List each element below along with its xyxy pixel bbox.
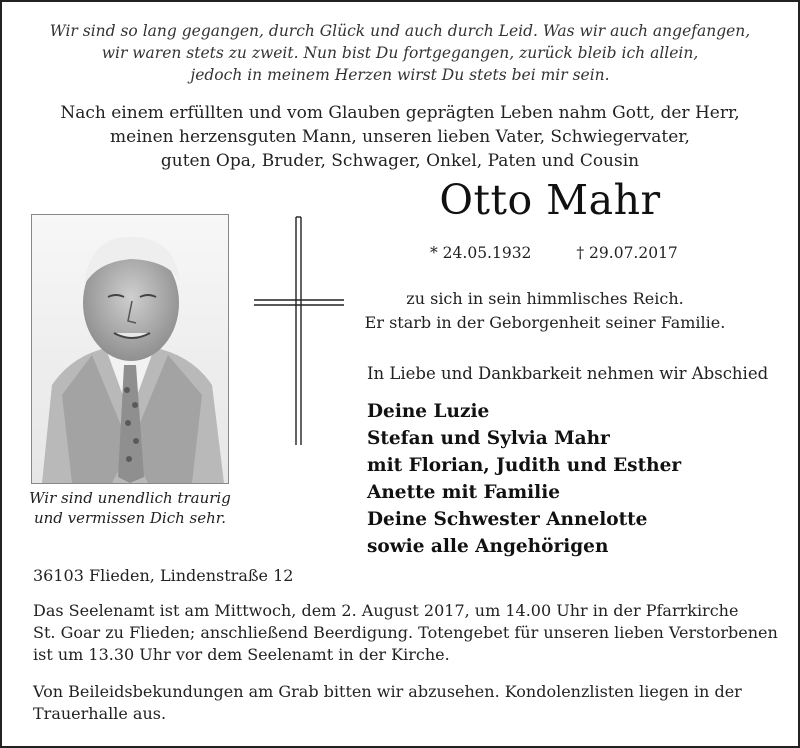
cross-icon	[252, 215, 346, 447]
poem-line: Wir sind so lang gegangen, durch Glück und auch durch Leid. Was wir auch angefangen,	[49, 22, 751, 40]
portrait-image	[32, 215, 228, 483]
mourner-entry: Stefan und Sylvia Mahr	[367, 428, 610, 449]
statement-line: Er starb in der Geborgenheit seiner Familie.	[364, 313, 726, 332]
life-dates	[430, 244, 678, 262]
farewell-line: In Liebe und Dankbarkeit nehmen wir Abschied	[367, 364, 769, 383]
mourner-entry: Deine Schwester Annelotte	[367, 509, 648, 530]
mourner-entry: mit Florian, Judith und Esther	[367, 455, 682, 476]
service-line: St. Goar zu Flieden; anschließend Beerdigung. Totengebet für unseren lieben Verstorbenen	[33, 623, 778, 642]
service-line: Das Seelenamt ist am Mittwoch, dem 2. August 2017, um 14.00 Uhr in der Pfarrkirche	[33, 601, 739, 620]
photo-caption	[18, 488, 242, 528]
death-date: † 29.07.2017	[576, 244, 678, 262]
intro-line: Nach einem erfüllten und vom Glauben geprägten Leben nahm Gott, der Herr,	[60, 103, 740, 123]
deceased-name: Otto Mahr	[439, 176, 661, 224]
service-line: ist um 13.30 Uhr vor dem Seelenamt in der Kirche.	[33, 645, 450, 664]
portrait-photo	[31, 214, 229, 484]
intro-line: meinen herzensguten Mann, unseren lieben Vater, Schwiegervater,	[110, 127, 690, 147]
intro-text	[40, 101, 760, 173]
statement-line: zu sich in sein himmlisches Reich.	[406, 289, 684, 308]
caption-line: und vermissen Dich sehr.	[33, 509, 227, 527]
mourners-list	[367, 398, 681, 560]
caption-line: Wir sind unendlich traurig	[29, 489, 231, 507]
birth-date: * 24.05.1932	[430, 244, 532, 262]
condolence-line: Trauerhalle aus.	[33, 704, 167, 723]
death-statement	[345, 287, 745, 335]
mourner-entry: Deine Luzie	[367, 401, 490, 422]
service-info	[33, 600, 778, 666]
poem	[40, 20, 760, 86]
mourner-entry: sowie alle Angehörigen	[367, 536, 609, 557]
poem-line: jedoch in meinem Herzen wirst Du stets bei mir sein.	[190, 66, 610, 84]
poem-line: wir waren stets zu zweit. Nun bist Du fortgegangen, zurück bleib ich allein,	[101, 44, 699, 62]
family-address: 36103 Flieden, Lindenstraße 12	[33, 566, 294, 585]
mourner-entry: Anette mit Familie	[367, 482, 561, 503]
condolence-line: Von Beileidsbekundungen am Grab bitten wir abzusehen. Kondolenzlisten liegen in der	[33, 682, 742, 701]
intro-line: guten Opa, Bruder, Schwager, Onkel, Paten und Cousin	[160, 151, 640, 171]
condolence-info	[33, 681, 773, 725]
